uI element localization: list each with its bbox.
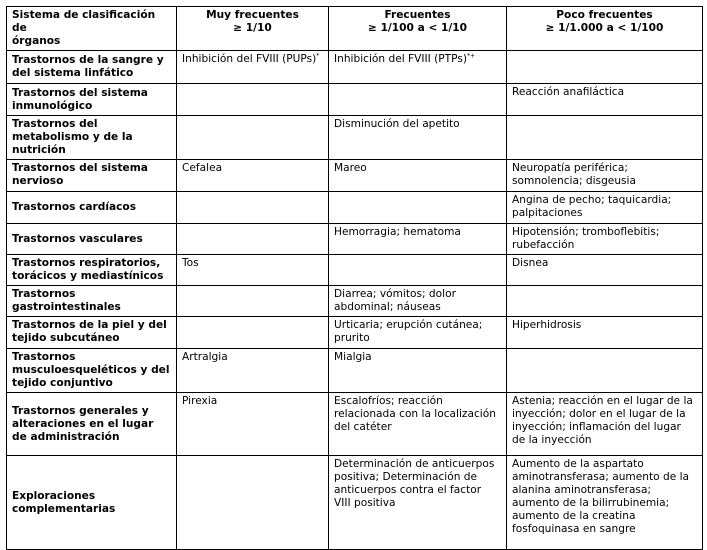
soc-cell: Trastornos musculoesqueléticos y del tejido conjuntivo (7, 349, 177, 393)
header-common (329, 7, 507, 51)
table-row (7, 116, 703, 160)
common-cell: Mialgia (329, 349, 507, 393)
very-common-cell: Artralgia (177, 349, 329, 393)
uncommon-cell (507, 51, 703, 84)
table-row (7, 192, 703, 224)
common-cell (329, 192, 507, 224)
header-very-common-range: ≥ 1/10 (233, 22, 272, 34)
common-cell: Hemorragia; hematoma (329, 224, 507, 255)
very-common-cell: Cefalea (177, 160, 329, 192)
uncommon-cell: Aumento de la aspartato aminotransferasa; aumento de la alanina aminotransferasa; aumento de la bilirrubinemia; aumento de la creatina fosfoquinasa en sangre (507, 456, 703, 550)
soc-cell: Trastornos de la sangre y del sistema linfático (7, 51, 177, 84)
uncommon-cell: Hiperhidrosis (507, 317, 703, 349)
very-common-cell (177, 51, 329, 84)
soc-cell: Trastornos del metabolismo y de la nutrición (7, 116, 177, 160)
header-soc-line1: Sistema de clasificación de (12, 9, 156, 34)
uncommon-cell: Hipotensión; tromboflebitis; rubefacción (507, 224, 703, 255)
table-row (7, 255, 703, 286)
uncommon-cell: Reacción anafiláctica (507, 84, 703, 116)
table-row (7, 349, 703, 393)
header-soc-line2: órganos (12, 35, 61, 47)
header-very-common (177, 7, 329, 51)
header-row (7, 7, 703, 51)
common-cell: Escalofríos; reacción relacionada con la localización del catéter (329, 393, 507, 456)
common-cell: Determinación de anticuerpos positiva; Determinación de anticuerpos contra el factor VIII positiva (329, 456, 507, 550)
table-row (7, 160, 703, 192)
very-common-cell (177, 456, 329, 550)
very-common-cell: Tos (177, 255, 329, 286)
common-cell (329, 84, 507, 116)
soc-cell: Trastornos cardíacos (7, 192, 177, 224)
common-text: Inhibición del FVIII (PTPs) (334, 53, 467, 65)
soc-cell: Trastornos respiratorios, torácicos y mediastínicos (7, 255, 177, 286)
soc-cell: Trastornos generales y alteraciones en el lugar de administración (7, 393, 177, 456)
common-cell: Mareo (329, 160, 507, 192)
header-uncommon-range: ≥ 1/1.000 a < 1/100 (545, 22, 664, 34)
table-row (7, 286, 703, 317)
uncommon-cell: Angina de pecho; taquicardia; palpitaciones (507, 192, 703, 224)
uncommon-cell: Astenia; reacción en el lugar de la inyección; dolor en el lugar de la inyección; inflamación del lugar de la inyección (507, 393, 703, 456)
soc-cell: Trastornos del sistema nervioso (7, 160, 177, 192)
common-cell (329, 255, 507, 286)
common-cell: Diarrea; vómitos; dolor abdominal; náuseas (329, 286, 507, 317)
table-row (7, 393, 703, 456)
header-uncommon (507, 7, 703, 51)
very-common-cell (177, 116, 329, 160)
footnote-marker: * (316, 52, 320, 60)
table-row (7, 84, 703, 116)
adverse-reactions-table (6, 6, 703, 550)
uncommon-cell (507, 349, 703, 393)
table-row (7, 317, 703, 349)
header-common-range: ≥ 1/100 a < 1/10 (368, 22, 467, 34)
soc-cell: Trastornos de la piel y del tejido subcutáneo (7, 317, 177, 349)
common-cell (329, 51, 507, 84)
common-cell: Disminución del apetito (329, 116, 507, 160)
uncommon-cell (507, 286, 703, 317)
very-common-cell (177, 84, 329, 116)
table-row (7, 456, 703, 550)
table-row (7, 224, 703, 255)
very-common-cell: Pirexia (177, 393, 329, 456)
soc-cell: Trastornos del sistema inmunológico (7, 84, 177, 116)
uncommon-cell (507, 116, 703, 160)
very-common-cell (177, 224, 329, 255)
uncommon-cell: Neuropatía periférica; somnolencia; disgeusia (507, 160, 703, 192)
header-common-label: Frecuentes (384, 9, 451, 21)
header-soc (7, 7, 177, 51)
very-common-cell (177, 317, 329, 349)
header-very-common-label: Muy frecuentes (206, 9, 299, 21)
very-common-text: Inhibición del FVIII (PUPs) (182, 53, 317, 65)
very-common-cell (177, 286, 329, 317)
table-row (7, 51, 703, 84)
common-cell: Urticaria; erupción cutánea; prurito (329, 317, 507, 349)
very-common-cell (177, 192, 329, 224)
header-uncommon-label: Poco frecuentes (556, 9, 653, 21)
uncommon-cell: Disnea (507, 255, 703, 286)
soc-cell: Trastornos gastrointestinales (7, 286, 177, 317)
soc-cell: Exploraciones complementarias (7, 456, 177, 550)
soc-cell: Trastornos vasculares (7, 224, 177, 255)
footnote-marker: *+ (466, 52, 476, 60)
